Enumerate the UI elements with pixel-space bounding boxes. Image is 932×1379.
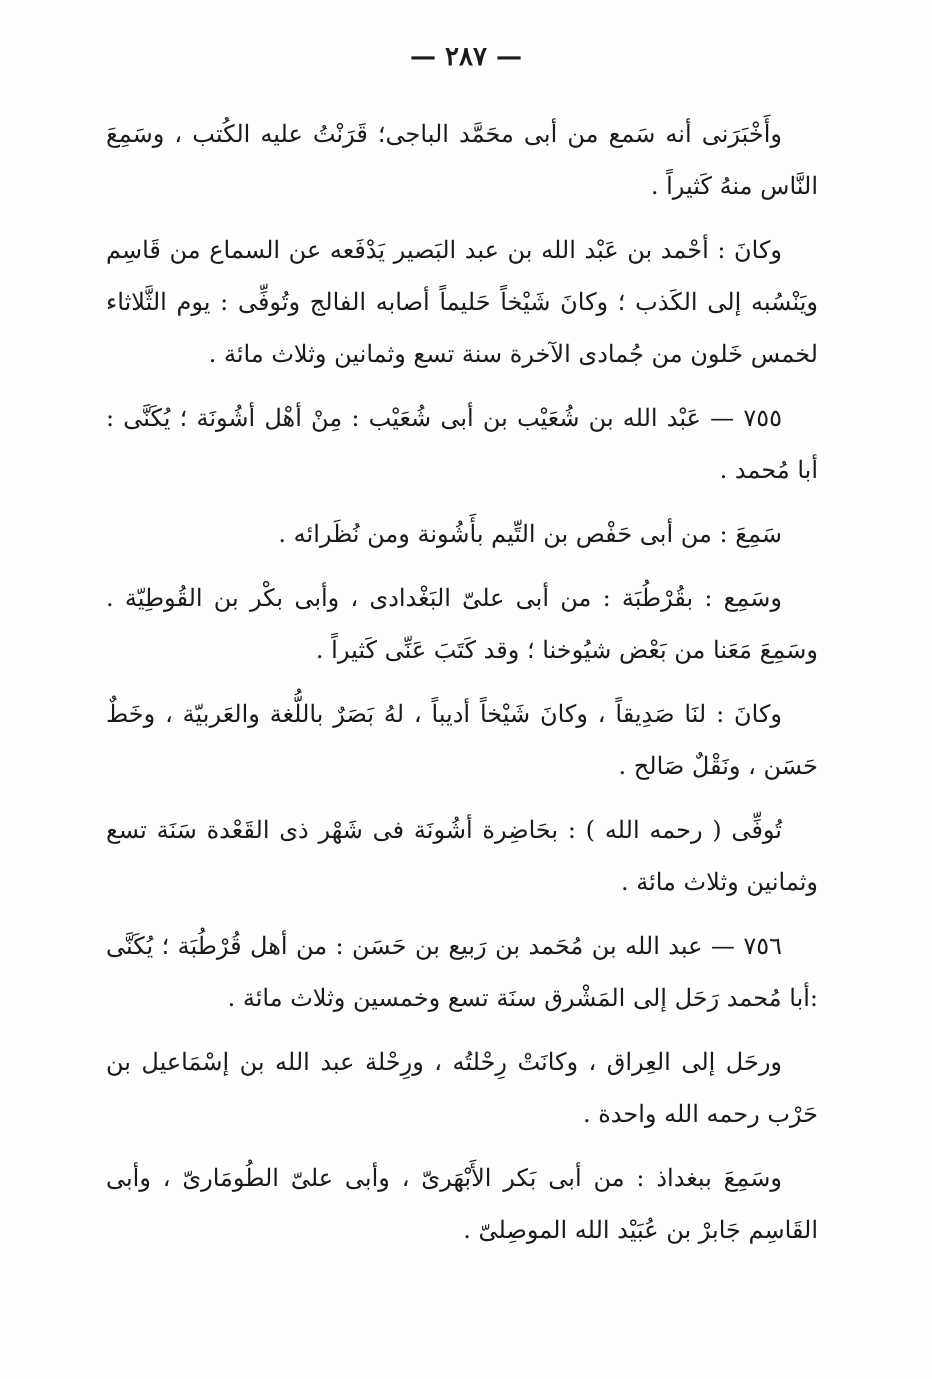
paragraph-7: تُوفِّى ( رحمه الله ) : بحَاضِرة أشُونَة فى شَهْر ذى القَعْدة سَنَة تسع وثمانين وثلاث مائة . <box>106 816 818 896</box>
paragraph-10: وسَمِعَ ببغداذ : من أبى بَكر الأَبْهَرىّ ، وأبى علىّ الطُومَارىّ ، وأبى القَاسِم جَابرْ بن عُبَيْد الله الموصِلىّ . <box>106 1164 818 1244</box>
page-number: — ٢٨٧ — <box>409 42 523 72</box>
paragraph-5: وسَمِع : بقُرْطُبَة : من أبى علىّ البَغْدادى ، وأبى بكْر بن القُوطِيّة . وسَمِعَ مَعَنا من بَعْض شيُوخنا ؛ وقد كَتَبَ عَنِّى كَثيراً . <box>106 584 818 664</box>
paragraph-1: وأَخْبَرَنى أنه سَمع من أبى محَمَّد الباجى؛ قَرَنْتُ عليه الكُتب ، وسَمِعَ النَّاس منهُ كَثيراً . <box>106 120 818 200</box>
paragraph-2: وكانَ : أحْمد بن عَبْد الله بن عبد البَصير يَدْفَعه عن السماع من قَاسِم ويَنْسُبه إلى الكَذب ؛ وكانَ شَيْخاً حَليماً أصابه الفالج وتُوفِّى : يوم الثَّلاثاء لخمس خَلون من جُمادى الآخرة سنة تسع وثمانين وثلاث مائة . <box>106 236 818 368</box>
entry-756-heading: ٧٥٦ — عبد الله بن مُحَمد بن رَبيع بن حَسَن : من أهل قُرْطُبَة ؛ يُكَنَّى :أبا مُحمد رَحَل إلى المَشْرق سنَة تسع وخمسين وثلاث مائة . <box>106 932 818 1012</box>
paragraph-6: وكانَ : لنَا صَدِيقاً ، وكانَ شَيْخاً أديباً ، لهُ بَصَرٌ باللُّغة والعَربيّة ، وخَطٌ حَسَن ، ونَقْلٌ صَالح . <box>106 700 818 780</box>
entry-755-heading: ٧٥٥ — عَبْد الله بن شُعَيْب بن أبى شُعَيْب : مِنْ أهْل أشُونَة ؛ يُكَنَّى : أبا مُحمد . <box>106 404 818 484</box>
paragraph-4: سَمِعَ : من أبى حَفْص بن التِّيم بأَشُونة ومن نُظَرائه . <box>278 520 782 548</box>
page-body <box>106 108 818 1268</box>
paragraph-9: ورحَل إلى العِراق ، وكانَتْ رِحْلتُه ، ورِحْلة عبد الله بن إسْمَاعيل بن حَرْب رحمه الله واحدة . <box>106 1048 818 1128</box>
